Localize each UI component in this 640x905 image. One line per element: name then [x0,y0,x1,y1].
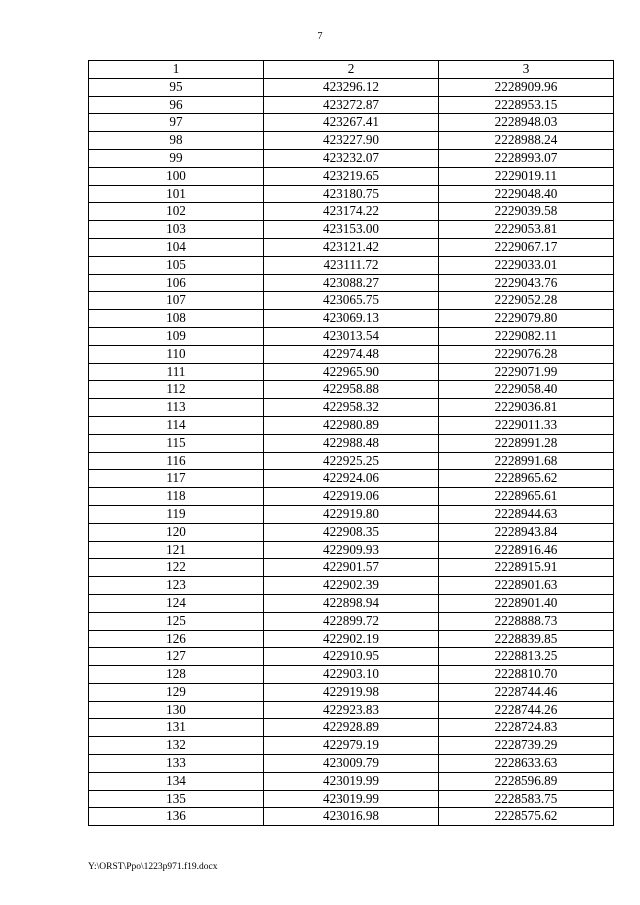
table-row [89,648,614,666]
table-row [89,719,614,737]
y-coordinate-cell: 2228813.25 [439,648,614,666]
table-row [89,577,614,595]
y-coordinate-cell: 2228633.63 [439,755,614,773]
x-coordinate-cell: 422928.89 [264,719,439,737]
y-coordinate-cell: 2229067.17 [439,238,614,256]
x-coordinate-cell: 422974.48 [264,345,439,363]
table-row [89,256,614,274]
y-coordinate-cell: 2228988.24 [439,132,614,150]
point-number-cell: 119 [89,505,264,523]
point-number-cell: 125 [89,612,264,630]
x-coordinate-cell: 422965.90 [264,363,439,381]
x-coordinate-cell: 423174.22 [264,203,439,221]
page-number: 7 [317,31,323,42]
y-coordinate-cell: 2228839.85 [439,630,614,648]
table-row [89,666,614,684]
table-row [89,452,614,470]
x-coordinate-cell: 422980.89 [264,416,439,434]
x-coordinate-cell: 423121.42 [264,238,439,256]
y-coordinate-cell: 2229033.01 [439,256,614,274]
point-number-cell: 120 [89,523,264,541]
table-body [89,78,614,825]
point-number-cell: 136 [89,808,264,826]
table-row [89,221,614,239]
table-row [89,612,614,630]
y-coordinate-cell: 2229082.11 [439,327,614,345]
point-number-cell: 109 [89,327,264,345]
point-number-cell: 130 [89,701,264,719]
x-coordinate-cell: 422909.93 [264,541,439,559]
x-coordinate-cell: 422919.98 [264,683,439,701]
x-coordinate-cell: 422924.06 [264,470,439,488]
y-coordinate-cell: 2228596.89 [439,772,614,790]
table-row [89,737,614,755]
x-coordinate-cell: 423016.98 [264,808,439,826]
point-number-cell: 107 [89,292,264,310]
y-coordinate-cell: 2228944.63 [439,505,614,523]
point-number-cell: 116 [89,452,264,470]
table-row [89,434,614,452]
x-coordinate-cell: 423180.75 [264,185,439,203]
x-coordinate-cell: 423219.65 [264,167,439,185]
y-coordinate-cell: 2228993.07 [439,149,614,167]
y-coordinate-cell: 2229019.11 [439,167,614,185]
point-number-cell: 134 [89,772,264,790]
x-coordinate-cell: 422899.72 [264,612,439,630]
table-row [89,185,614,203]
table-row [89,363,614,381]
point-number-cell: 103 [89,221,264,239]
point-number-cell: 135 [89,790,264,808]
point-number-cell: 131 [89,719,264,737]
point-number-cell: 121 [89,541,264,559]
y-coordinate-cell: 2228744.46 [439,683,614,701]
y-coordinate-cell: 2228810.70 [439,666,614,684]
y-coordinate-cell: 2228901.40 [439,594,614,612]
table-row [89,167,614,185]
y-coordinate-cell: 2228916.46 [439,541,614,559]
table-row [89,470,614,488]
y-coordinate-cell: 2228901.63 [439,577,614,595]
x-coordinate-cell: 423065.75 [264,292,439,310]
point-number-cell: 114 [89,416,264,434]
point-number-cell: 127 [89,648,264,666]
table-row [89,808,614,826]
y-coordinate-cell: 2229053.81 [439,221,614,239]
point-number-cell: 110 [89,345,264,363]
table-row [89,755,614,773]
table-row [89,345,614,363]
x-coordinate-cell: 423227.90 [264,132,439,150]
table-row [89,310,614,328]
x-coordinate-cell: 423111.72 [264,256,439,274]
x-coordinate-cell: 422919.80 [264,505,439,523]
point-number-cell: 102 [89,203,264,221]
point-number-cell: 105 [89,256,264,274]
y-coordinate-cell: 2228724.83 [439,719,614,737]
x-coordinate-cell: 423232.07 [264,149,439,167]
x-coordinate-cell: 422919.06 [264,488,439,506]
x-coordinate-cell: 423267.41 [264,114,439,132]
point-number-cell: 132 [89,737,264,755]
y-coordinate-cell: 2228953.15 [439,96,614,114]
point-number-cell: 112 [89,381,264,399]
point-number-cell: 100 [89,167,264,185]
x-coordinate-cell: 423013.54 [264,327,439,345]
table-row [89,78,614,96]
table-row [89,132,614,150]
x-coordinate-cell: 423019.99 [264,790,439,808]
x-coordinate-cell: 422958.32 [264,399,439,417]
x-coordinate-cell: 422901.57 [264,559,439,577]
y-coordinate-cell: 2229048.40 [439,185,614,203]
column-header-2: 2 [264,61,439,79]
x-coordinate-cell: 423272.87 [264,96,439,114]
y-coordinate-cell: 2228744.26 [439,701,614,719]
table-row [89,772,614,790]
table-header [89,61,614,79]
y-coordinate-cell: 2228965.61 [439,488,614,506]
y-coordinate-cell: 2229079.80 [439,310,614,328]
y-coordinate-cell: 2229043.76 [439,274,614,292]
table-row [89,399,614,417]
x-coordinate-cell: 422902.19 [264,630,439,648]
table-row [89,630,614,648]
table-row [89,238,614,256]
x-coordinate-cell: 422958.88 [264,381,439,399]
point-number-cell: 95 [89,78,264,96]
table-row [89,292,614,310]
table-row [89,559,614,577]
y-coordinate-cell: 2228575.62 [439,808,614,826]
y-coordinate-cell: 2228915.91 [439,559,614,577]
y-coordinate-cell: 2229071.99 [439,363,614,381]
y-coordinate-cell: 2229039.58 [439,203,614,221]
point-number-cell: 96 [89,96,264,114]
table-row [89,274,614,292]
x-coordinate-cell: 423153.00 [264,221,439,239]
table-row [89,96,614,114]
table-row [89,594,614,612]
y-coordinate-cell: 2228991.68 [439,452,614,470]
table-row [89,523,614,541]
y-coordinate-cell: 2229036.81 [439,399,614,417]
x-coordinate-cell: 423296.12 [264,78,439,96]
y-coordinate-cell: 2228943.84 [439,523,614,541]
point-number-cell: 104 [89,238,264,256]
point-number-cell: 126 [89,630,264,648]
x-coordinate-cell: 422925.25 [264,452,439,470]
point-number-cell: 124 [89,594,264,612]
table-row [89,505,614,523]
point-number-cell: 106 [89,274,264,292]
y-coordinate-cell: 2228909.96 [439,78,614,96]
x-coordinate-cell: 422910.95 [264,648,439,666]
footer-file-path: Y:\ORST\Ppo\1223p971.f19.docx [88,862,218,872]
x-coordinate-cell: 423069.13 [264,310,439,328]
table-row [89,790,614,808]
y-coordinate-cell: 2228739.29 [439,737,614,755]
point-number-cell: 101 [89,185,264,203]
table-row [89,203,614,221]
point-number-cell: 99 [89,149,264,167]
table-row [89,327,614,345]
point-number-cell: 133 [89,755,264,773]
point-number-cell: 113 [89,399,264,417]
y-coordinate-cell: 2229076.28 [439,345,614,363]
point-number-cell: 118 [89,488,264,506]
point-number-cell: 128 [89,666,264,684]
table-row [89,541,614,559]
x-coordinate-cell: 422898.94 [264,594,439,612]
table-row [89,701,614,719]
point-number-cell: 129 [89,683,264,701]
point-number-cell: 108 [89,310,264,328]
table-row [89,683,614,701]
point-number-cell: 97 [89,114,264,132]
table-row [89,114,614,132]
y-coordinate-cell: 2229058.40 [439,381,614,399]
point-number-cell: 117 [89,470,264,488]
y-coordinate-cell: 2228965.62 [439,470,614,488]
header-row [89,61,614,79]
coordinates-table [88,60,614,826]
table-row [89,149,614,167]
column-header-1: 1 [89,61,264,79]
point-number-cell: 98 [89,132,264,150]
y-coordinate-cell: 2228991.28 [439,434,614,452]
x-coordinate-cell: 422988.48 [264,434,439,452]
x-coordinate-cell: 423019.99 [264,772,439,790]
point-number-cell: 123 [89,577,264,595]
x-coordinate-cell: 422979.19 [264,737,439,755]
x-coordinate-cell: 423088.27 [264,274,439,292]
y-coordinate-cell: 2228948.03 [439,114,614,132]
x-coordinate-cell: 422923.83 [264,701,439,719]
table-row [89,488,614,506]
y-coordinate-cell: 2228888.73 [439,612,614,630]
y-coordinate-cell: 2229052.28 [439,292,614,310]
point-number-cell: 122 [89,559,264,577]
x-coordinate-cell: 422908.35 [264,523,439,541]
column-header-3: 3 [439,61,614,79]
x-coordinate-cell: 422902.39 [264,577,439,595]
y-coordinate-cell: 2228583.75 [439,790,614,808]
y-coordinate-cell: 2229011.33 [439,416,614,434]
x-coordinate-cell: 422903.10 [264,666,439,684]
table-row [89,381,614,399]
point-number-cell: 111 [89,363,264,381]
point-number-cell: 115 [89,434,264,452]
table-row [89,416,614,434]
x-coordinate-cell: 423009.79 [264,755,439,773]
